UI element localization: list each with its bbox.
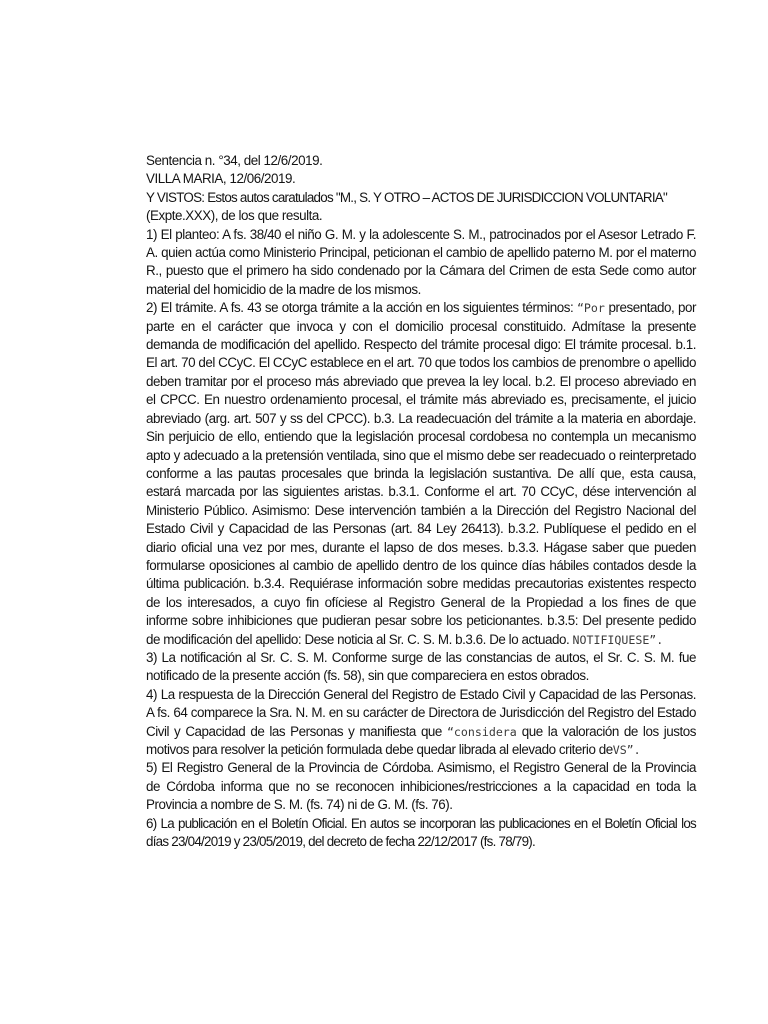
- paragraph-boletin-oficial: 6) La publicación en el Boletín Oficial. En autos se incorporan las publicaciones en el Boletín Oficial los días 23/04/2019 y 23/05/2019, del decreto de fecha 22/12/2017 (fs. 78/79).: [146, 815, 696, 850]
- tramite-body: presentado, por parte en el carácter que invoca y con el domicilio procesal constituido. Admítase la presente demanda de modificación del apellido. Respecto del trámite procesal digo: El trámite procesal. b.1. El art. 70 del CCyC. El CCyC establece en el art. 70 que todos los cambios de prenombre o apellido deben tramitar por el proceso más abreviado que prevea la ley local. b.2. El proceso abreviado en el CPCC. En nuestro ordenamiento procesal, el trámite más abreviado es, precisamente, el juicio abreviado (arg. art. 507 y ss del CPCC). b.3. La readecuación del trámite a la materia en abordaje. Sin perjuicio de ello, entiendo que la legislación procesal cordobesa no contempla un mecanismo apto y adecuado a la pretensión ventilada, sino que el mismo debe ser readecuado o reinterpretado conforme a las pautas procesales que brinda la legislación sustantiva. De allí que, esta causa, estará marcada por las siguientes aristas. b.3.1. Conforme el art. 70 CCyC, dése intervención al Ministerio Público. Asimismo: Dese intervención también a la Dirección del Registro Nacional del Estado Civil y Capacidad de las Personas (art. 84 Ley 26413). b.3.2. Publíquese el pedido en el diario oficial una vez por mes, durante el lapso de dos meses. b.3.3. Hágase saber que pueden formularse oposiciones al cambio de apellido dentro de los quince días hábiles contados desde la última publicación. b.3.4. Requiérase información sobre medidas precautorias existentes respecto de los interesados, a cuyo fin ofíciese al Registro General de la Propiedad a los fines de que informe sobre inhibiciones que pudieran pesar sobre los peticionantes. b.3.5: Del presente pedido de modificación del apellido: Dese noticia al Sr. C. S. M. b.3.6. De lo actuado.: [146, 300, 696, 647]
- quote-vs: VS”.: [612, 743, 641, 757]
- sentence-number: Sentencia n. °34, del 12/6/2019.: [146, 153, 323, 168]
- respuesta-lead: 4) La respuesta de la Dirección General del Registro de Estado Civil y Capacidad de las Personas. A fs. 64 comparece la Sra. N. M. en su carácter de Directora de Jurisdicción del Registro del Estado Civil y Capacidad de las Personas y manifiesta que: [146, 686, 696, 739]
- place-date: VILLA MARIA, 12/06/2019.: [146, 171, 296, 187]
- document-page: [146, 152, 696, 851]
- quote-considera: “considera: [446, 724, 517, 739]
- paragraph-planteo: 1) El planteo: A fs. 38/40 el niño G. M. y la adolescente S. M., patrocinados por el Asesor Letrado F. A. quien actúa como Ministerio Principal, peticionan el cambio de apellido paterno M. por el materno R., puesto que el primero ha sido condenado por la Cámara del Crimen de esta Sede como autor material del homicidio de la madre de los mismos.: [146, 226, 696, 297]
- paragraph-tramite: [146, 299, 696, 649]
- vistos-caption: Y VISTOS: Estos autos caratulados "M., S. Y OTRO – ACTOS DE JURISDICCION VOLUNTARIA": [146, 189, 667, 205]
- tramite-lead: 2) El trámite. A fs. 43 se otorga trámite a la acción en los siguientes términos:: [146, 300, 577, 316]
- paragraph-notificacion: 3) La notificación al Sr. C. S. M. Conforme surge de las constancias de autos, el Sr. C. S. M. fue notificado de la presente acción (fs. 58), sin que compareciera en estos obrados.: [146, 649, 696, 684]
- quote-close: NOTIFIQUESE”.: [572, 632, 664, 647]
- paragraph-registro-general: 5) El Registro General de la Provincia de Córdoba. Asimismo, el Registro General de la Provincia de Córdoba informa que no se reconocen inhibiciones/restricciones a la capacidad en toda la Provincia a nombre de S. M. (fs. 74) ni de G. M. (fs. 76).: [146, 760, 696, 813]
- quote-open: “Por: [576, 301, 605, 316]
- paragraph-respuesta-registro: [146, 686, 696, 760]
- vistos-expediente: (Expte.XXX), de los que resulta.: [146, 208, 323, 224]
- respuesta-body: que la valoración de los justos motivos para resolver la petición formulada debe quedar librada al elevado criterio de: [146, 723, 696, 757]
